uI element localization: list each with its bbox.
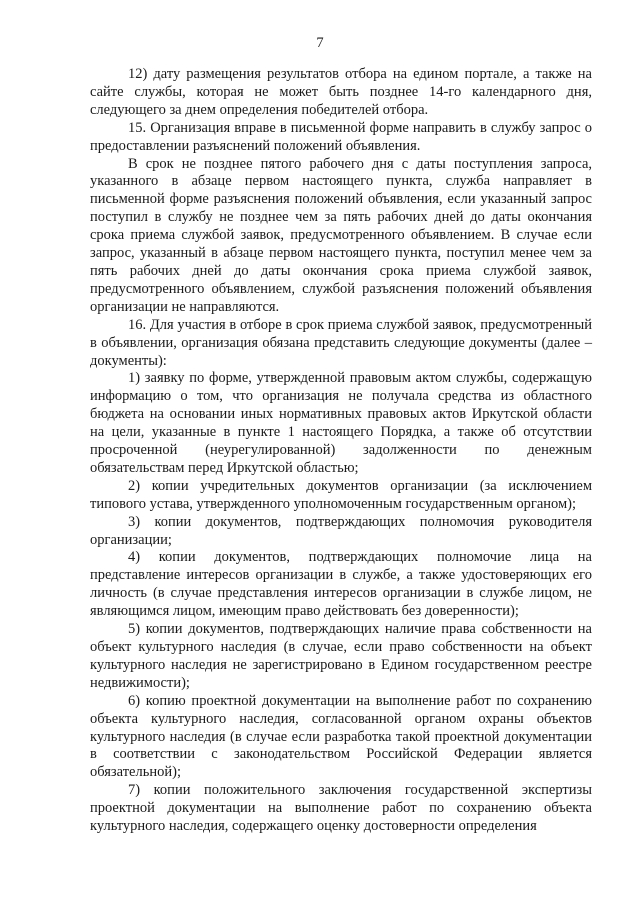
page-number: 7 [316, 35, 324, 51]
list-item-7: 7) копии положительного заключения государственной экспертизы проектной документации на выполнение работ по сохранению объекта культурного наследия, содержащего оценку достоверности определения [90, 782, 592, 835]
list-item-5: 5) копии документов, подтверждающих наличие права собственности на объект культурного наследия (в случае, если право собственности на объект культурного наследия не зарегистрировано в Едином государственном реестре недвижимости); [90, 621, 592, 691]
list-item-6: 6) копию проектной документации на выполнение работ по сохранению объекта культурного наследия, согласованной органом охраны объектов культурного наследия (в случае если разработка такой проектной документации в соответствии с законодательством Российской Федерации является обязательной); [90, 692, 592, 781]
paragraph-section-15-deadline: В срок не позднее пятого рабочего дня с даты поступления запроса, указанного в абзаце первом настоящего пункта, служба направляет в письменной форме разъяснения положений объявления, если указанный запрос поступил в службу не позднее чем за пять рабочих дней до даты окончания срока приема службой заявок, предусмотренного объявлением. В случае если запрос, указанный в абзаце первом настоящего пункта, поступил менее чем за пять рабочих дней до даты окончания срока приема службой заявок, предусмотренного объявлением, службой разъяснения положений объявления организации не направляются. [90, 155, 592, 315]
list-item-3: 3) копии документов, подтверждающих полномочия руководителя организации; [90, 513, 592, 548]
list-item-1: 1) заявку по форме, утвержденной правовым актом службы, содержащую информацию о том, что организация не получала средства из областного бюджета на основании иных нормативных правовых актов Иркутской области на цели, указанные в пункте 1 настоящего Порядка, а также об отсутствии просроченной (неурегулированной) задолженности по денежным обязательствам перед Иркутской областью; [90, 370, 592, 476]
list-item-4: 4) копии документов, подтверждающих полномочие лица на представление интересов организации в службе, а также удостоверяющих его личность (в случае представления интересов организации в службе лицом, не являющимся лицом, имеющим право действовать без доверенности); [90, 549, 592, 620]
paragraph-section-15: 15. Организация вправе в письменной форме направить в службу запрос о предоставлении разъяснений положений объявления. [90, 119, 592, 154]
paragraph-section-16: 16. Для участия в отборе в срок приема службой заявок, предусмотренный в объявлении, организация обязана представить следующие документы (далее – документы): [90, 316, 592, 369]
document-body [90, 66, 592, 836]
paragraph-item-12: 12) дату размещения результатов отбора на едином портале, а также на сайте службы, которая не может быть позднее 14-го календарного дня, следующего за днем определения победителей отбора. [90, 66, 592, 118]
list-item-2: 2) копии учредительных документов организации (за исключением типового устава, утвержденного уполномоченным государственным органом); [90, 477, 592, 512]
